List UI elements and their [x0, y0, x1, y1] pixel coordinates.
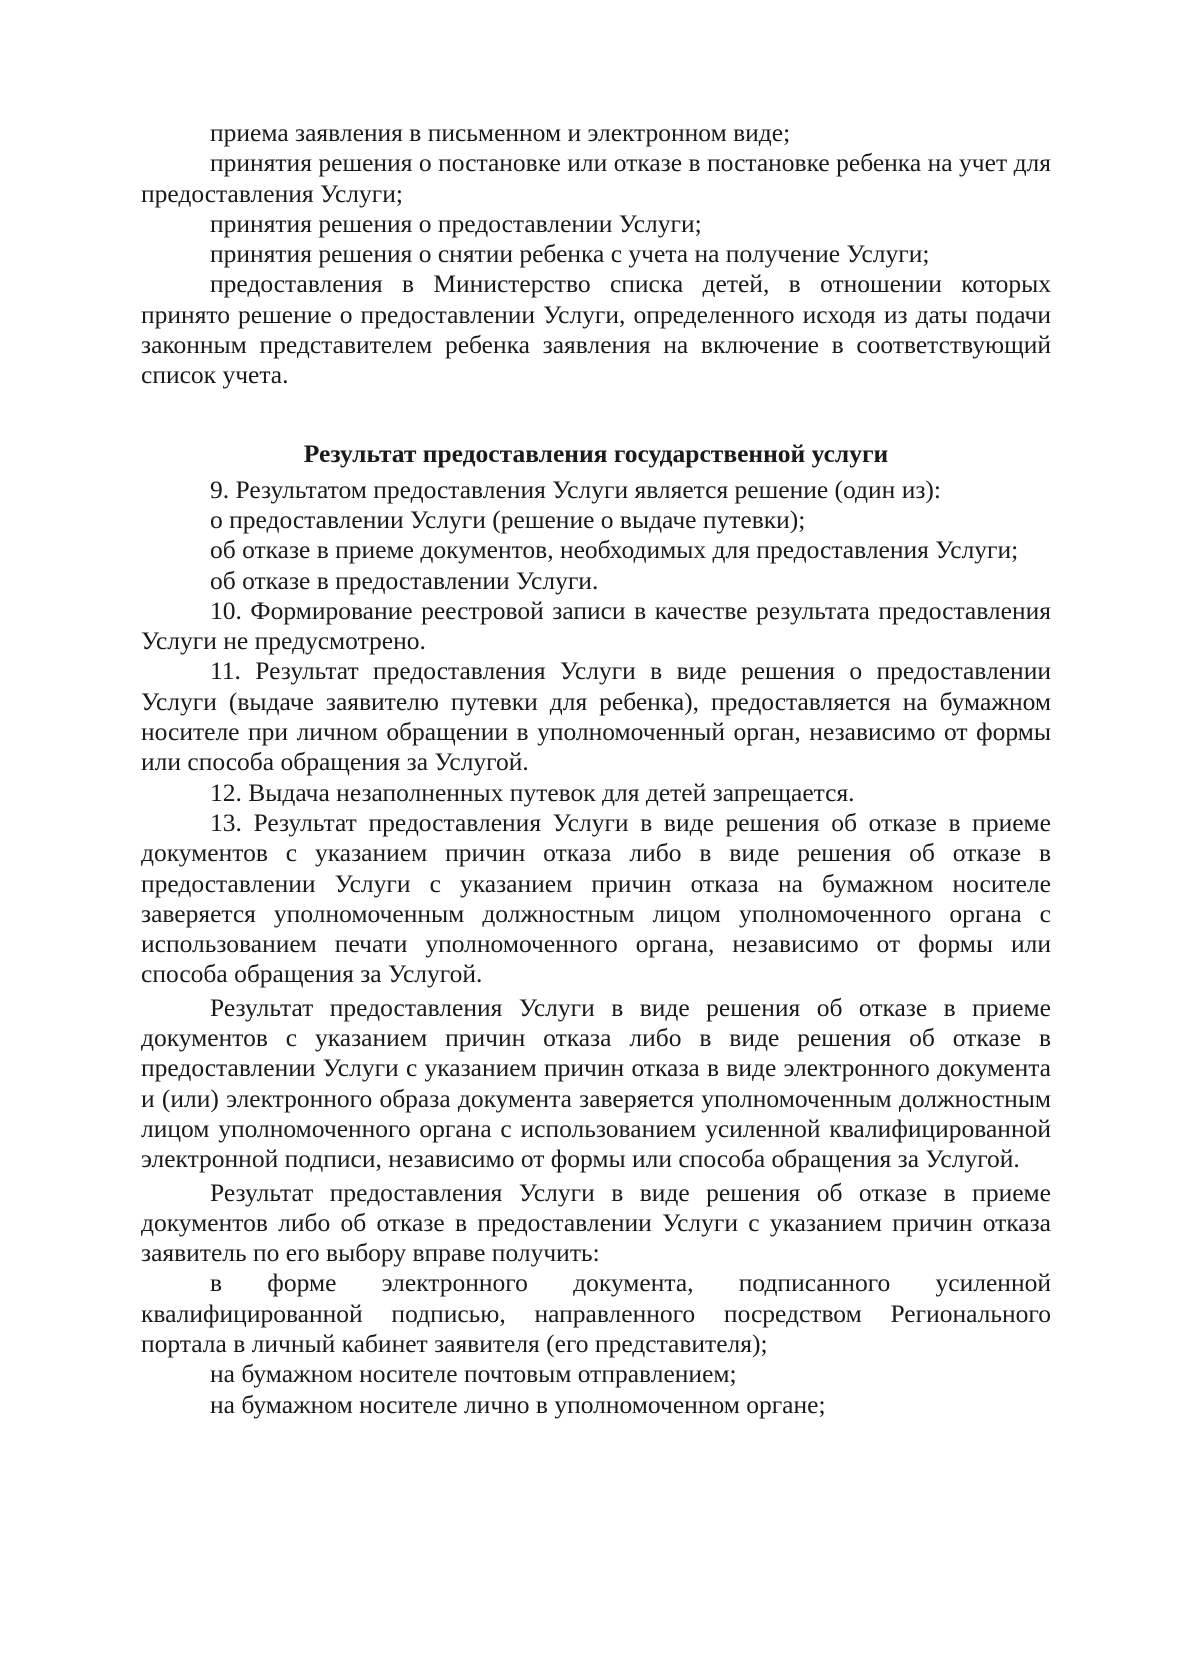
paragraph: об отказе в предоставлении Услуги. [210, 565, 599, 595]
paragraph: предоставления в Министерство списка детей, в отношении которых принято решение о предоставлении Услуги, определенного исходя из даты подачи законным представителем ребенка заявления на включение в соответствующий список учета. [141, 269, 1051, 390]
paragraph: 9. Результатом предоставления Услуги является решение (один из): [210, 474, 941, 504]
section-heading: Результат предоставления государственной услуги [303, 438, 889, 468]
paragraph: принятия решения о снятии ребенка с учета на получение Услуги; [210, 239, 930, 269]
paragraph: принятия решения о предоставлении Услуги; [210, 208, 702, 238]
paragraph: в форме электронного документа, подписанного усиленной квалифицированной подписью, направленного посредством Регионального портала в личный кабинет заявителя (его представителя); [141, 1268, 1051, 1358]
paragraph: на бумажном носителе почтовым отправлением; [210, 1359, 737, 1389]
document-body [141, 118, 1051, 1420]
paragraph: Результат предоставления Услуги в виде решения об отказе в приеме документов либо об отказе в предоставлении Услуги с указанием причин отказа заявитель по его выбору вправе получить: [141, 1177, 1051, 1268]
paragraph: принятия решения о постановке или отказе в постановке ребенка на учет для предоставления Услуги; [141, 148, 1051, 208]
paragraph: 11. Результат предоставления Услуги в виде решения о предоставлении Услуги (выдаче заявителю путевки для ребенка), предоставляется на бумажном носителе при личном обращении в уполномоченный орган, независимо от формы или способа обращения за Услугой. [141, 656, 1051, 777]
paragraph: об отказе в приеме документов, необходимых для предоставления Услуги; [210, 535, 1019, 565]
paragraph: на бумажном носителе лично в уполномоченном органе; [210, 1389, 826, 1419]
paragraph: 13. Результат предоставления Услуги в виде решения об отказе в приеме документов с указанием причин отказа либо в виде решения об отказе в предоставлении Услуги с указанием причин отказа на бумажном носителе заверяется уполномоченным должностным лицом уполномоченного органа с использованием печати уполномоченного органа, независимо от формы или способа обращения за Услугой. [141, 807, 1051, 989]
paragraph: 10. Формирование реестровой записи в качестве результата предоставления Услуги не предусмотрено. [141, 595, 1051, 656]
paragraph: 12. Выдача незаполненных путевок для детей запрещается. [210, 777, 855, 807]
paragraph: о предоставлении Услуги (решение о выдаче путевки); [210, 504, 806, 534]
paragraph: Результат предоставления Услуги в виде решения об отказе в приеме документов с указанием причин отказа либо в виде решения об отказе в предоставлении Услуги с указанием причин отказа в виде электронного документа и (или) электронного образа документа заверяется уполномоченным должностным лицом уполномоченного органа с использованием усиленной квалифицированной электронной подписи, независимо от формы или способа обращения за Услугой. [141, 992, 1051, 1174]
paragraph: приема заявления в письменном и электронном виде; [210, 118, 791, 147]
